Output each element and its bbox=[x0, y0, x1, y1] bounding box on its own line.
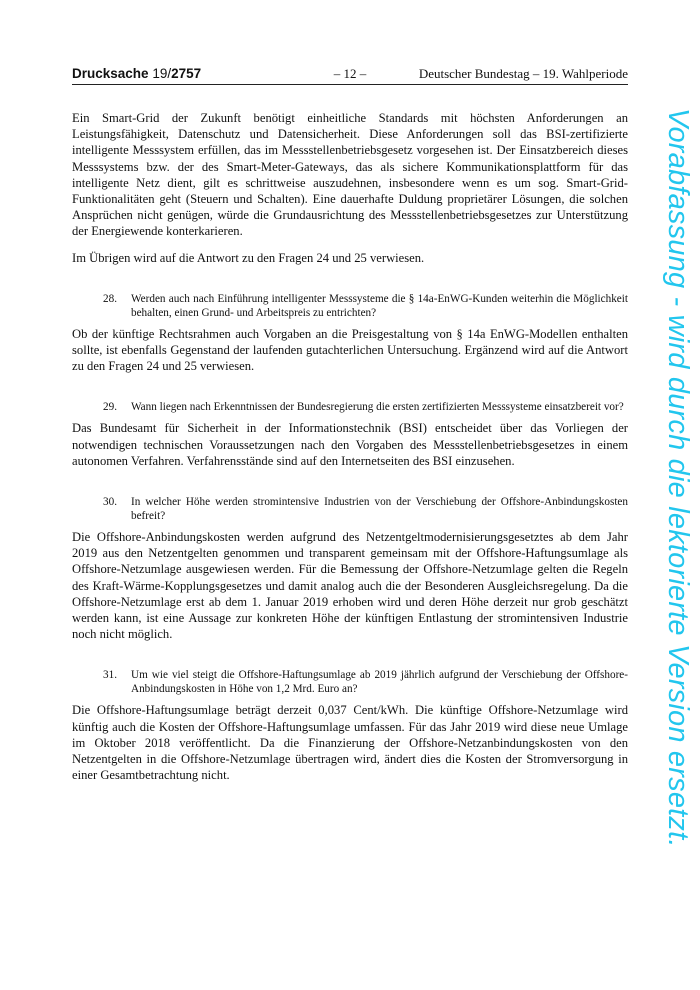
doc-label: Drucksache bbox=[72, 66, 149, 81]
question-text: In welcher Höhe werden stromintensive Industrien von der Verschiebung der Offshore-Anbindungskosten befreit? bbox=[131, 496, 628, 523]
publisher: Deutscher Bundestag – 19. Wahlperiode bbox=[418, 66, 628, 81]
question-29 bbox=[72, 400, 628, 414]
answer-paragraph: Ein Smart-Grid der Zukunft benötigt einheitliche Standards mit höchsten Anforderungen an Leistungsfähigkeit, Datenschutz und Datensicherheit. Diese Anforderungen soll das BSI-zertifizierte intelligente Messsystem erfüllen, das im Messstellenbetriebsgesetz vorgesehen ist. Der Einsatzbereich dieses Messsystems bzw. der des Smart-Meter-Gateways, das als sichere Kommunikationsplattform für das intelligente Netz dient, gilt es schrittweise auszudehnen, insbesondere wenn es um sog. Smart-Grid-Funktionalitäten geht (Steuern und Schalten). Eine dauerhafte Duldung proprietärer Lösungen, die solchen Ansprüchen nicht genügen, würde die Grundausrichtung des Messstellenbetriebsgesetzes zur Unterstützung der Energiewende konterkarieren. bbox=[72, 111, 628, 239]
answer-29: Das Bundesamt für Sicherheit in der Informationstechnik (BSI) entscheidet über das Vorliegen der notwendigen technischen Voraussetzungen nach den Vorgaben des Messstellenbetriebsgesetzes in einem autonomen Verfahren. Verfahrensstände sind auf den Internetseiten des BSI einzusehen. bbox=[72, 421, 628, 468]
page-header bbox=[72, 64, 628, 85]
question-text: Um wie viel steigt die Offshore-Haftungsumlage ab 2019 jährlich aufgrund der Verschiebung der Offshore-Anbindungskosten in Höhe von 1,2 Mrd. Euro an? bbox=[131, 669, 628, 696]
draft-watermark bbox=[660, 108, 694, 908]
question-number: 31. bbox=[103, 669, 117, 682]
doc-number-bold: 2757 bbox=[171, 66, 202, 81]
watermark-text: Vorabfassung - wird durch die lektorierte Version ersetzt. bbox=[662, 108, 694, 848]
answer-31: Die Offshore-Haftungsumlage beträgt derzeit 0,037 Cent/kWh. Die künftige Offshore-Netzumlage wird künftig auch die Kosten der Offshore-Haftungsumlage umfassen. Für das Jahr 2019 wird diese neue Umlage im Oktober 2018 veröffentlicht. Da die Finanzierung der Offshore-Netzanbindungskosten von den Netzentgelten in die Offshore-Netzumlage übertragen wird, ändert dies die Kosten der Stromversorgung in einer Gesamtbetrachtung nicht. bbox=[72, 703, 628, 783]
question-text: Werden auch nach Einführung intelligenter Messsysteme die § 14a-EnWG-Kunden weiterhin die Möglichkeit behalten, einen Grund- und Arbeitspreis zu entrichten? bbox=[131, 292, 628, 319]
question-text: Wann liegen nach Erkenntnissen der Bundesregierung die ersten zertifizierten Messsysteme einsatzbereit vor? bbox=[131, 401, 624, 414]
question-31 bbox=[72, 668, 628, 696]
answer-30: Die Offshore-Anbindungskosten werden aufgrund des Netzentgeltmodernisierungsgesetztes ab dem Jahr 2019 aus den Netzentgelten genommen und transparent gemeinsam mit der Offshore-Haftungsumlage als Offshore-Netzumlage ausgewiesen werden. Für die Bemessung der Offshore-Netzumlage gelten die Regeln des Kraft-Wärme-Kopplungsgesetzes und damit analog auch die der Besonderen Ausgleichsregelung. Da die Offshore-Netzumlage erst ab dem 1. Januar 2019 erhoben wird und deren Höhe derzeit nur grob geschätzt werden kann, ist eine Aussage zur konkreten Höhe der künftigen Entlastung der stromintensiven Industrie noch nicht möglich. bbox=[72, 530, 628, 642]
doc-number-prefix: 19/ bbox=[152, 66, 172, 81]
page-number: – 12 – bbox=[333, 66, 367, 81]
question-number: 28. bbox=[103, 292, 117, 305]
question-number: 30. bbox=[103, 496, 117, 509]
answer-paragraph: Im Übrigen wird auf die Antwort zu den Fragen 24 und 25 verwiesen. bbox=[72, 250, 425, 265]
question-number: 29. bbox=[103, 401, 117, 414]
page-body bbox=[72, 110, 628, 793]
answer-28: Ob der künftige Rechtsrahmen auch Vorgaben an die Preisgestaltung von § 14a EnWG-Modellen enthalten sollte, ist ebenfalls Gegenstand der laufenden gutachterlichen Untersuchung. Ergänzend wird auf die Antwort zu den Fragen 24 und 25 verwiesen. bbox=[72, 326, 628, 374]
question-28 bbox=[72, 292, 628, 320]
question-30 bbox=[72, 495, 628, 523]
